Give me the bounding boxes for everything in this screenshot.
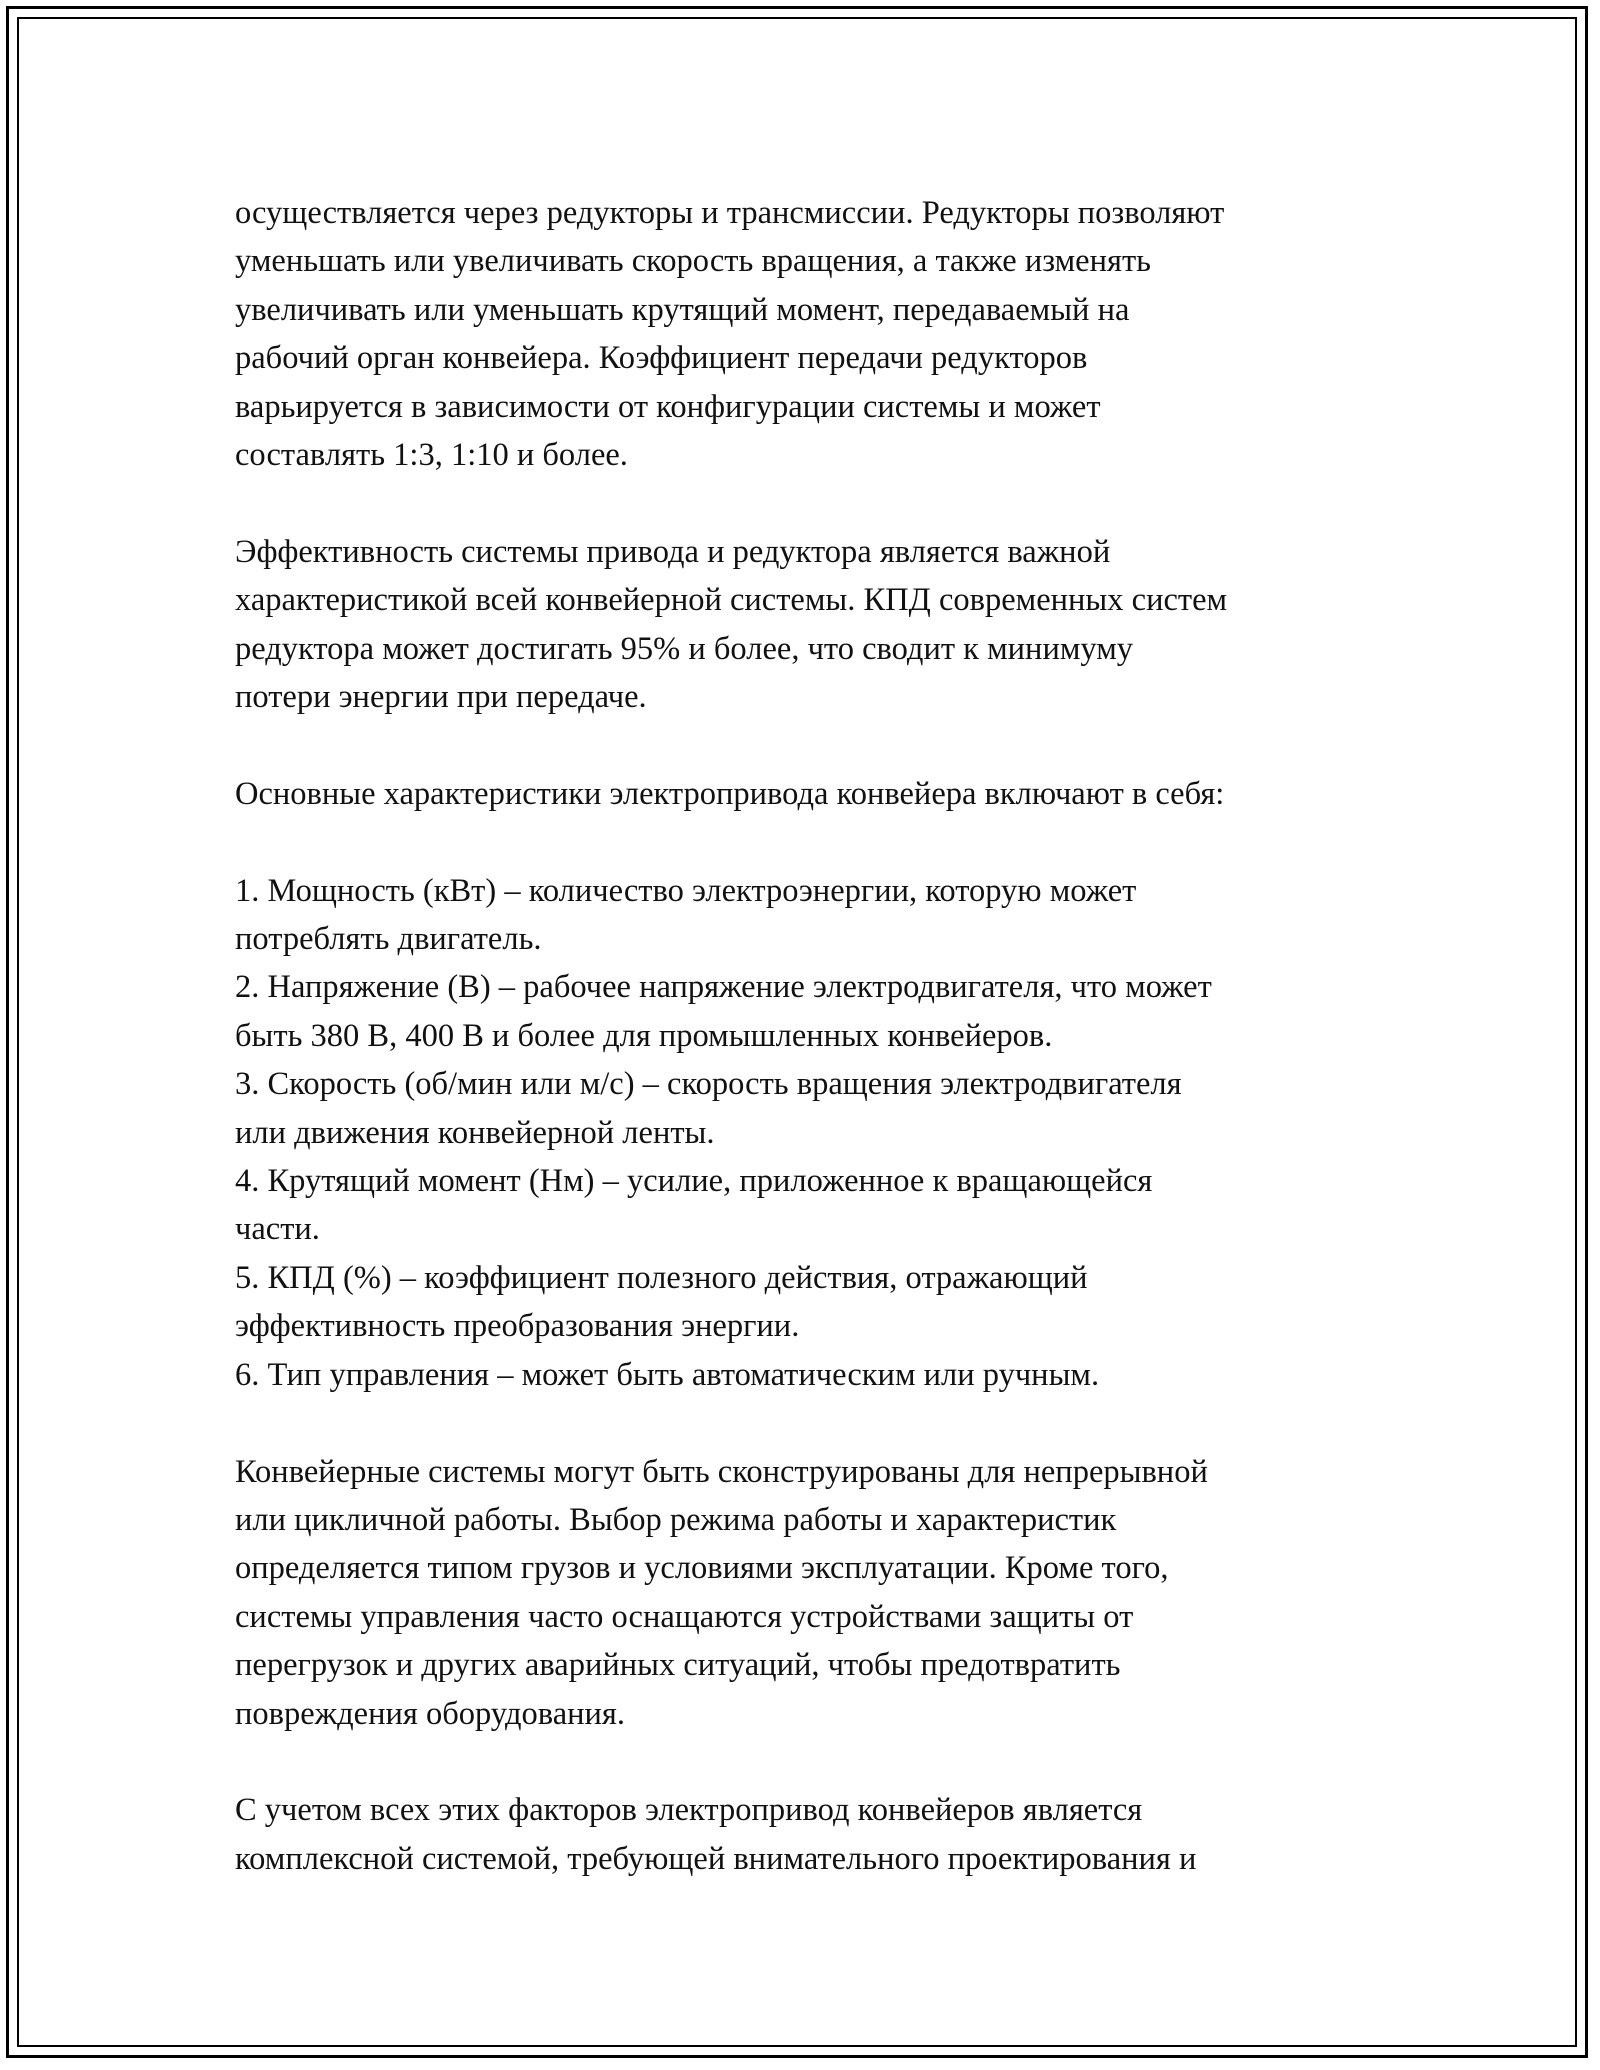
paragraph-characteristics-intro: Основные характеристики электропривода конвейера включают в себя: <box>235 775 1225 812</box>
list-item: 3. Скорость (об/мин или м/с) – скорость вращения электродвигателя или движения конвейерной ленты. <box>235 1066 1182 1151</box>
paragraph-reducers: осуществляется через редукторы и трансмиссии. Редукторы позволяют уменьшать или увеличивать скорость вращения, а также изменять увеличивать или уменьшать крутящий момент, передаваемый на рабочий орган конвейера. Коэффициент передачи редукторов варьируется в зависимости от конфигурации системы и может составлять 1:3, 1:10 и более. <box>235 195 1225 474</box>
paragraph-efficiency: Эффективность системы привода и редуктора является важной характеристикой всей конвейерной системы. КПД современных систем редуктора может достигать 95% и более, что сводит к минимуму потери энергии при передаче. <box>235 533 1228 716</box>
list-item: 2. Напряжение (В) – рабочее напряжение электродвигателя, что может быть 380 В, 400 В и более для промышленных конвейеров. <box>235 969 1212 1054</box>
characteristics-list <box>235 867 1365 1399</box>
document-body <box>235 189 1365 1932</box>
list-item: 4. Крутящий момент (Нм) – усилие, приложенное к вращающейся части. <box>235 1163 1153 1248</box>
list-item: 5. КПД (%) – коэффициент полезного действия, отражающий эффективность преобразования энергии. <box>235 1259 1088 1345</box>
paragraph-operation-modes: Конвейерные системы могут быть сконструированы для непрерывной или цикличной работы. Выбор режима работы и характеристик определяется типом грузов и условиями эксплуатации. Кроме того, системы управления часто оснащаются устройствами защиты от перегрузок и других аварийных ситуаций, чтобы предотвратить повреждения оборудования. <box>235 1453 1208 1732</box>
list-item: 1. Мощность (кВт) – количество электроэнергии, которую может потреблять двигатель. <box>235 872 1137 958</box>
paragraph-conclusion: С учетом всех этих факторов электропривод конвейеров является комплексной системой, требующей внимательного проектирования и <box>235 1792 1197 1877</box>
list-item: 6. Тип управления – может быть автоматическим или ручным. <box>235 1356 1100 1393</box>
